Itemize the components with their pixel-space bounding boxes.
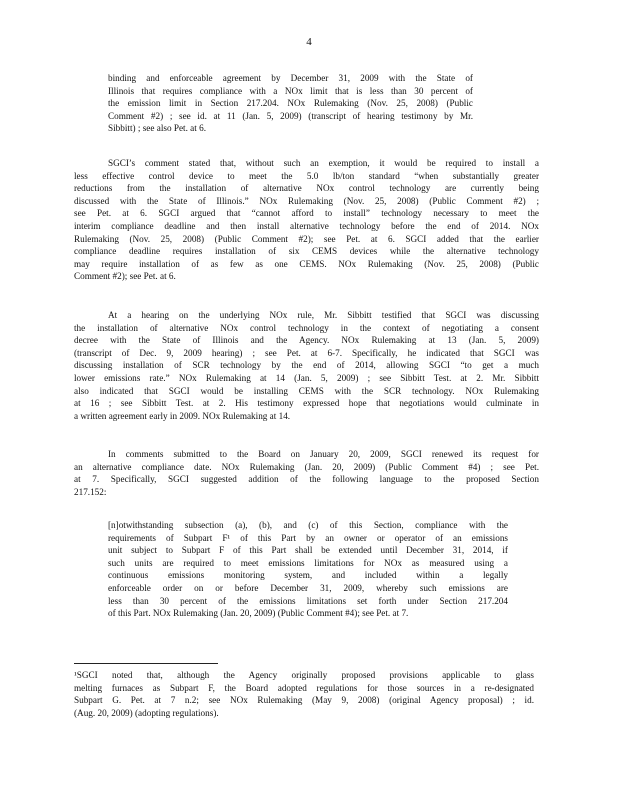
- text-line: a written agreement early in 2009. NOx Rulemaking at 14.: [74, 410, 291, 421]
- text-line: reductions from the installation of alternative NOx control technology are currently being: [74, 183, 539, 194]
- text-line: Comment #2) ; see id. at 11 (Jan. 5, 2009) (transcript of hearing testimony by Mr.: [108, 110, 473, 121]
- text-line: requirements of Subpart F¹ of this Part by an owner or operator of an emissions: [108, 532, 508, 543]
- text-line: (transcript of Dec. 9, 2009 hearing) ; see Pet. at 6-7. Specifically, he indicated that SGCI was: [74, 347, 539, 358]
- text-line: discussed with the State of Illinois.” NOx Rulemaking (Nov. 25, 2008) (Public Comment #2) ;: [74, 195, 539, 206]
- text-line: Illinois that requires compliance with a NOx limit that is less than 30 percent of: [108, 85, 473, 96]
- text-line: less effective control device to meet the 5.0 lb/ton standard “when substantially greater: [74, 170, 539, 181]
- text-line: ¹SGCI noted that, although the Agency originally proposed provisions applicable to glass: [74, 670, 534, 680]
- text-line: (Aug. 20, 2009) (adopting regulations).: [74, 707, 219, 718]
- text-line: compliance deadline requires installation of six CEMS devices while the alternative technology: [74, 246, 539, 257]
- footnote-divider: [74, 663, 218, 664]
- paragraph-1: [108, 72, 473, 135]
- text-line: see Pet. at 6. SGCI argued that “cannot afford to install” technology necessary to meet the: [74, 208, 539, 219]
- text-line: less than 30 percent of the emissions limitations set forth under Section 217.204: [108, 595, 508, 606]
- text-line: SGCI’s comment stated that, without such an exemption, it would be required to install a: [108, 158, 539, 168]
- text-line: decree with the State of Illinois and the Agency. NOx Rulemaking at 13 (Jan. 5, 2009): [74, 335, 539, 346]
- text-line: the installation of alternative NOx control technology in the context of negotiating a consent: [74, 322, 539, 333]
- footnote-1: [74, 669, 534, 719]
- text-line: unit subject to Subpart F of this Part shall be extended until December 31, 2014, if: [108, 545, 508, 556]
- text-line: such units are required to meet emissions limitations for NOx as measured using a: [108, 557, 508, 568]
- text-line: 217.152:: [74, 486, 107, 497]
- text-line: the emission limit in Section 217.204. NOx Rulemaking (Nov. 25, 2008) (Public: [108, 98, 473, 109]
- text-line: of this Part. NOx Rulemaking (Jan. 20, 2009) (Public Comment #4); see Pet. at 7.: [108, 608, 409, 619]
- text-line: discussing installation of SCR technology by the end of 2014, allowing SGCI “to get a much: [74, 360, 539, 371]
- text-line: also indicated that SGCI would be installing CEMS with the SCR technology. NOx Rulemaking: [74, 385, 539, 396]
- text-line: [n]otwithstanding subsection (a), (b), and (c) of this Section, compliance with the: [108, 520, 508, 530]
- text-line: Comment #2); see Pet. at 6.: [74, 271, 176, 282]
- text-line: binding and enforceable agreement by December 31, 2009 with the State of: [108, 73, 473, 83]
- paragraph-4: [74, 448, 539, 498]
- paragraph-2: [74, 157, 539, 283]
- text-line: Rulemaking (Nov. 25, 2008) (Public Comment #2); see Pet. at 6. SGCI added that the earlier: [74, 233, 539, 244]
- text-line: melting furnaces as Subpart F, the Board adopted regulations for those sources in a re-designated: [74, 682, 534, 693]
- text-line: lower emissions rate.” NOx Rulemaking at 14 (Jan. 5, 2009) ; see Sibbitt Test. at 2. Mr. Sibbitt: [74, 372, 539, 383]
- text-line: continuous emissions monitoring system, and included within a legally: [108, 570, 508, 581]
- block-quote: [108, 519, 508, 620]
- text-line: At a hearing on the underlying NOx rule, Mr. Sibbitt testified that SGCI was discussing: [108, 310, 539, 320]
- text-line: In comments submitted to the Board on January 20, 2009, SGCI renewed its request for: [108, 449, 539, 459]
- text-line: interim compliance deadline and then install alternative technology before the end of 2014. NOx: [74, 220, 539, 231]
- text-line: may require installation of as few as one CEMS. NOx Rulemaking (Nov. 25, 2008) (Public: [74, 258, 539, 269]
- text-line: enforceable order on or before December 31, 2009, whereby such emissions are: [108, 582, 508, 593]
- text-line: Subpart G. Pet. at 7 n.2; see NOx Rulemaking (May 9, 2008) (original Agency proposal) ; id.: [74, 695, 534, 706]
- paragraph-3: [74, 309, 539, 422]
- page-number: 4: [306, 36, 312, 48]
- text-line: at 16 ; see Sibbitt Test. at 2. His testimony expressed hope that negotiations would culminate in: [74, 398, 539, 409]
- text-line: Sibbitt) ; see also Pet. at 6.: [108, 123, 206, 134]
- text-line: at 7. Specifically, SGCI suggested addition of the following language to the proposed Section: [74, 474, 539, 485]
- text-line: an alternative compliance date. NOx Rulemaking (Jan. 20, 2009) (Public Comment #4) ; see Pet.: [74, 461, 539, 472]
